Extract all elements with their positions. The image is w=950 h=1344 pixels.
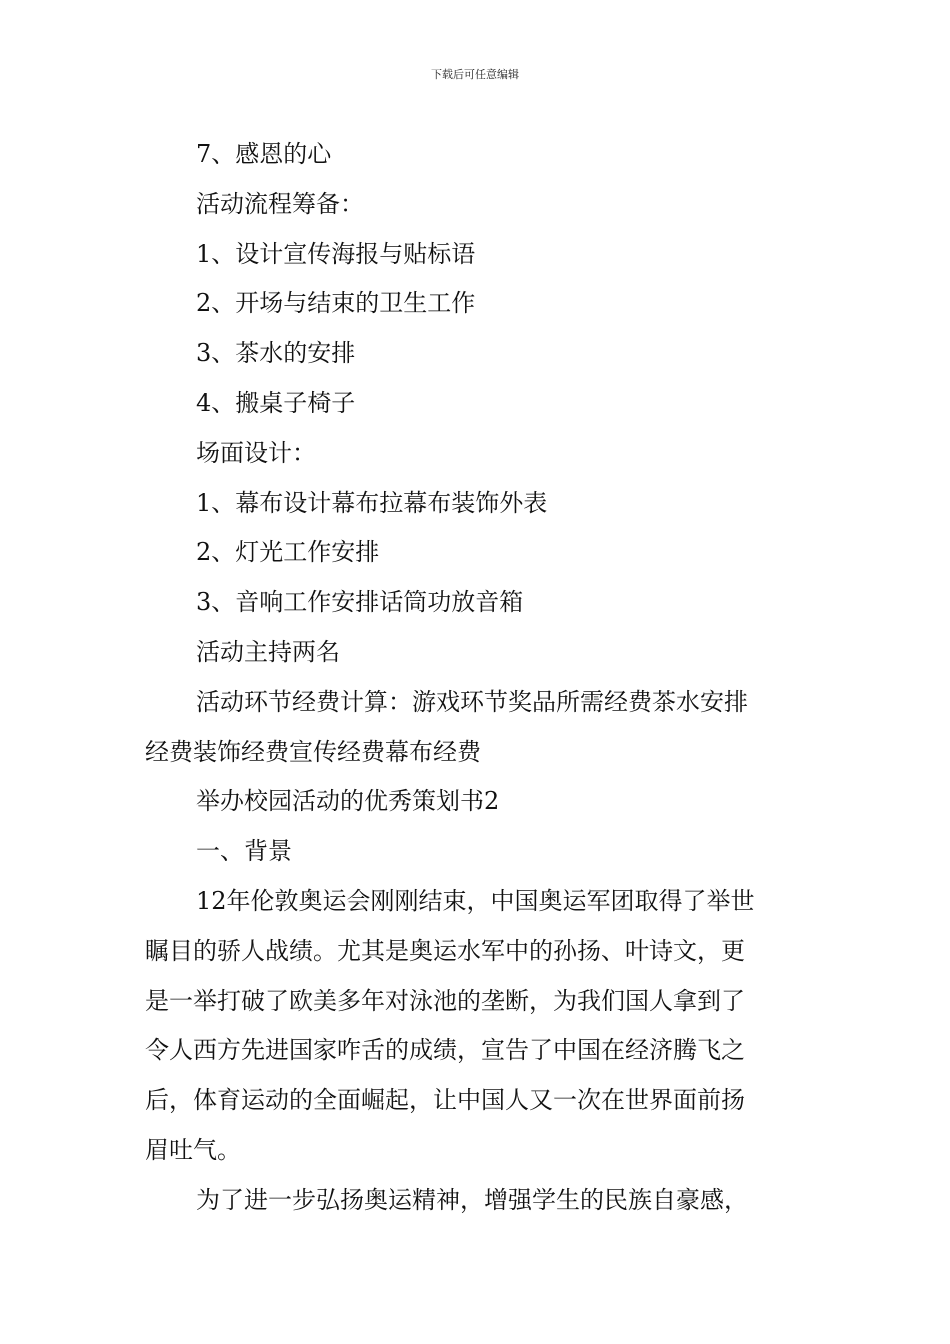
list-item: 2、开场与结束的卫生工作 (196, 289, 476, 318)
list-item: 3、音响工作安排话筒功放音箱 (196, 588, 524, 617)
list-item: 7、感恩的心 (196, 140, 332, 168)
background-line: 是一举打破了欧美多年对泳池的垄断，为我们国人拿到了 (145, 986, 745, 1015)
list-item: 1、幕布设计幕布拉幕布装饰外表 (196, 488, 548, 517)
background-line: 眉吐气。 (145, 1135, 241, 1164)
list-item: 2、灯光工作安排 (196, 538, 380, 567)
document-body (145, 130, 810, 1226)
background-line: 12年伦敦奥运会刚刚结束，中国奥运军团取得了举世 (196, 886, 755, 915)
budget-line-continued: 经费装饰经费宣传经费幕布经费 (145, 737, 481, 766)
budget-line: 活动环节经费计算：游戏环节奖品所需经费茶水安排 (196, 687, 748, 716)
list-item: 1、设计宣传海报与贴标语 (196, 239, 476, 268)
section-label: 场面设计： (196, 438, 316, 467)
list-item: 4、搬桌子椅子 (196, 388, 356, 417)
background-line: 瞩目的骄人战绩。尤其是奥运水军中的孙扬、叶诗文，更 (145, 936, 745, 965)
list-item: 3、茶水的安排 (196, 339, 356, 368)
section-heading: 一、背景 (196, 837, 292, 866)
section-title: 举办校园活动的优秀策划书2 (196, 787, 500, 816)
background-line: 后，体育运动的全面崛起，让中国人又一次在世界面前扬 (145, 1086, 745, 1115)
background-line: 令人西方先进国家咋舌的成绩，宣告了中国在经济腾飞之 (145, 1036, 745, 1065)
section-label: 活动流程筹备： (196, 189, 364, 218)
closing-line: 为了进一步弘扬奥运精神，增强学生的民族自豪感， (196, 1185, 748, 1214)
page-header-note: 下载后可任意编辑 (431, 68, 519, 81)
text-line: 活动主持两名 (196, 637, 340, 666)
